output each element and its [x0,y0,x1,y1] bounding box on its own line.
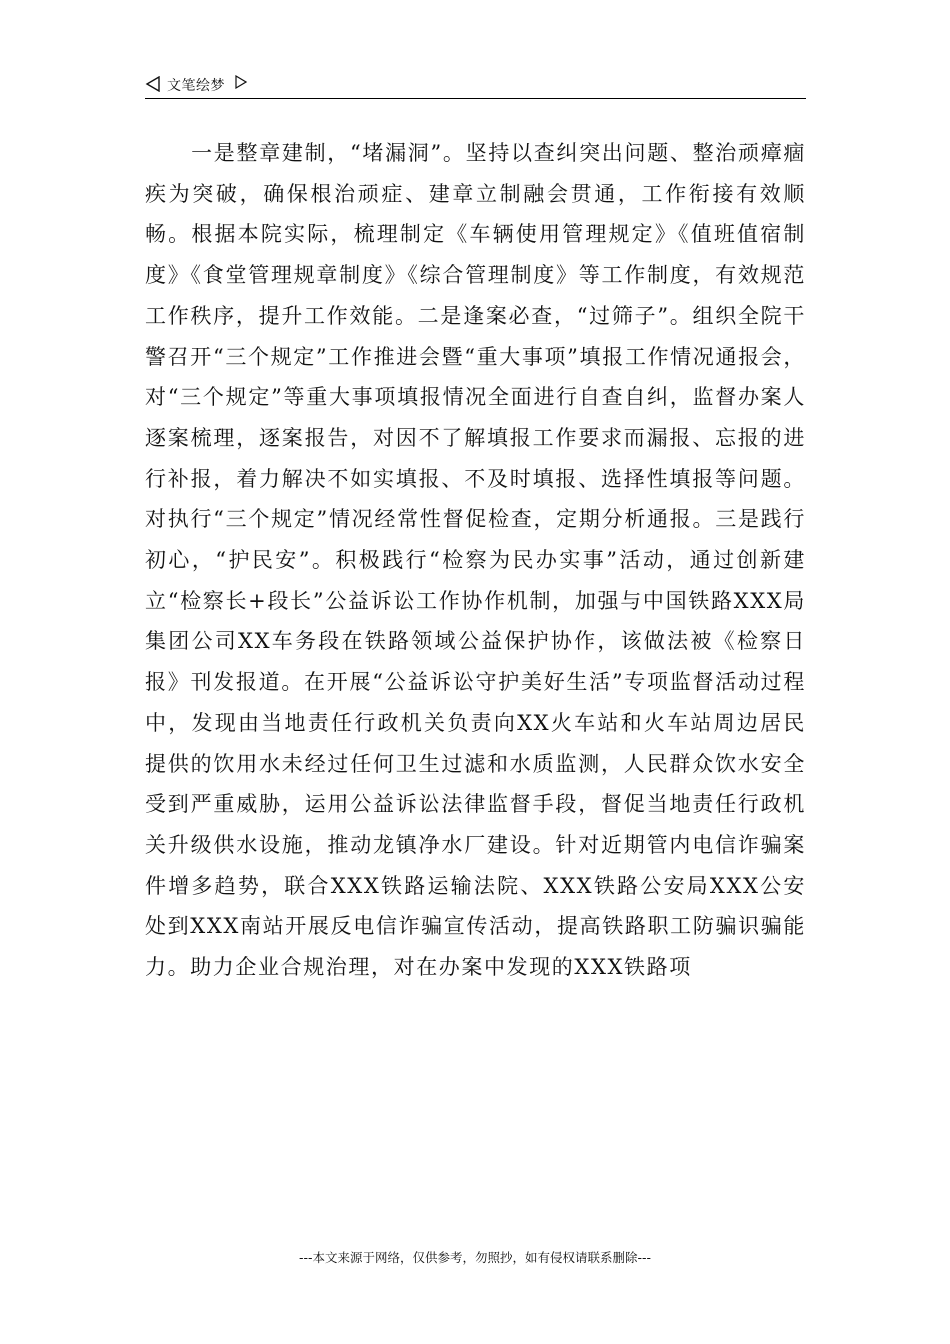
document-body [145,133,806,988]
triangle-left-outline-icon [145,76,161,92]
brand-name: 文笔绘梦 [167,78,225,94]
footer-notice: ---本文来源于网络，仅供参考，勿照抄，如有侵权请联系删除--- [298,1250,652,1265]
page-header [145,74,806,99]
body-paragraph: 一是整章建制，“堵漏洞”。坚持以查纠突出问题、整治顽瘴痼疾为突破，确保根治顽症、建章立制融会贯通，工作衔接有效顺畅。根据本院实际，梳理制定《车辆使用管理规定》《值班值宿制度》《食堂管理规章制度》《综合管理制度》等工作制度，有效规范工作秩序，提升工作效能。二是逢案必查，“过筛子”。组织全院干警召开“三个规定”工作推进会暨“重大事项”填报工作情况通报会，对“三个规定”等重大事项填报情况全面进行自查自纠，监督办案人逐案梳理，逐案报告，对因不了解填报工作要求而漏报、忘报的进行补报，着力解决不如实填报、不及时填报、选择性填报等问题。对执行“三个规定”情况经常性督促检查，定期分析通报。三是践行初心，“护民安”。积极践行“检察为民办实事”活动，通过创新建立“检察长+段长”公益诉讼工作协作机制，加强与中国铁路XXX局集团公司XX车务段在铁路领域公益保护协作，该做法被《检察日报》刊发报道。在开展“公益诉讼守护美好生活”专项监督活动过程中，发现由当地责任行政机关负责向XX火车站和火车站周边居民提供的饮用水未经过任何卫生过滤和水质监测，人民群众饮水安全受到严重威胁，运用公益诉讼法律监督手段，督促当地责任行政机关升级供水设施，推动龙镇净水厂建设。针对近期管内电信诈骗案件增多趋势，联合XXX铁路运输法院、XXX铁路公安局XXX公安处到XXX南站开展反电信诈骗宣传活动，提高铁路职工防骗识骗能力。助力企业合规治理，对在办案中发现的XXX铁路项 [145,141,806,980]
triangle-right-outline-icon [235,75,247,89]
